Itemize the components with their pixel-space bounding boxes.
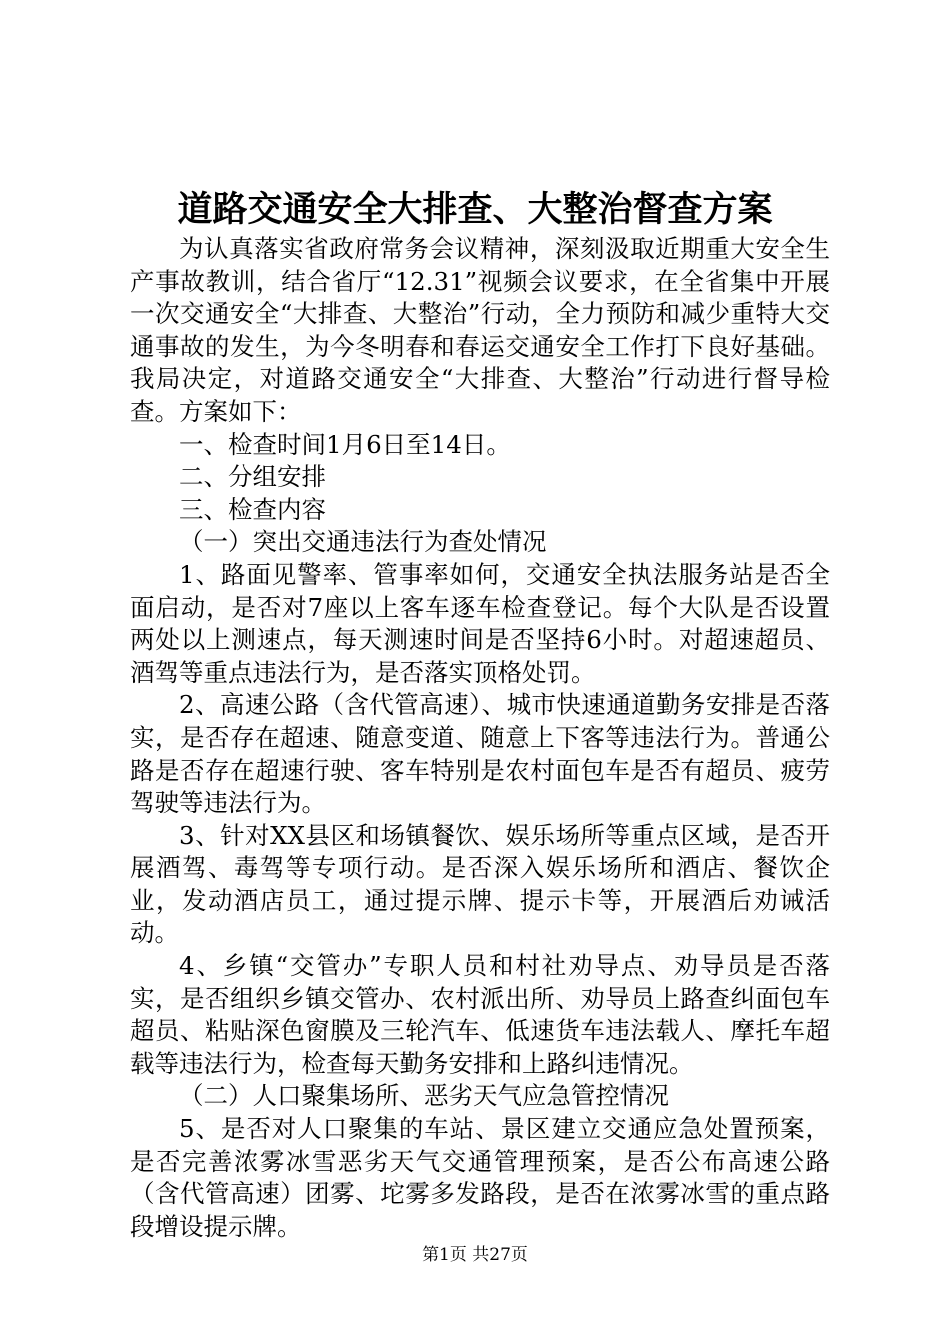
document-title: 道路交通安全大排查、大整治督查方案 [177, 189, 773, 230]
paragraph-subsection-1: （一）突出交通违法行为查处情况 [179, 527, 547, 557]
paragraph-item-1: 1、路面见警率、管事率如何，交通安全执法服务站是否全面启动，是否对7座以上客车逐车检查登记。每个大队是否设置两处以上测速点，每天测速时间是否坚持6小时。对超速超员、酒驾等重点违法行为，是否落实顶格处罚。 [130, 559, 830, 687]
paragraph-section-2: 二、分组安排 [179, 462, 326, 492]
document-body [130, 233, 830, 1243]
paragraph-subsection-2: （二）人口聚集场所、恶劣天气应急管控情况 [179, 1081, 669, 1111]
paragraph-section-3: 三、检查内容 [179, 494, 326, 524]
page-footer: 第1页 共27页 [422, 1245, 528, 1265]
paragraph-item-4: 4、乡镇“交管办”专职人员和村社劝导点、劝导员是否落实，是否组织乡镇交管办、农村派出所、劝导员上路查纠面包车超员、粘贴深色窗膜及三轮汽车、低速货车违法载人、摩托车超载等违法行为，检查每天勤务安排和上路纠违情况。 [130, 951, 830, 1078]
paragraph-item-2: 2、高速公路（含代管高速）、城市快速通道勤务安排是否落实，是否存在超速、随意变道、随意上下客等违法行为。普通公路是否存在超速行驶、客车特别是农村面包车是否有超员、疲劳驾驶等违法行为。 [130, 690, 830, 818]
paragraph-item-5: 5、是否对人口聚集的车站、景区建立交通应急处置预案，是否完善浓雾冰雪恶劣天气交通管理预案，是否公布高速公路（含代管高速）团雾、坨雾多发路段，是否在浓雾冰雪的重点路段增设提示牌。 [130, 1114, 830, 1241]
paragraph-intro: 为认真落实省政府常务会议精神，深刻汲取近期重大安全生产事故教训，结合省厅“12.31”视频会议要求，在全省集中开展一次交通安全“大排查、大整治”行动，全力预防和减少重特大交通事故的发生，为今冬明春和春运交通安全工作打下良好基础。我局决定，对道路交通安全“大排查、大整治”行动进行督导检查。方案如下： [130, 234, 830, 426]
paragraph-item-3: 3、针对XX县区和场镇餐饮、娱乐场所等重点区域，是否开展酒驾、毒驾等专项行动。是否深入娱乐场所和酒店、餐饮企业，发动酒店员工，通过提示牌、提示卡等，开展酒后劝诫活动。 [130, 820, 830, 948]
paragraph-section-1: 一、检查时间1月6日至14日。 [179, 429, 511, 459]
